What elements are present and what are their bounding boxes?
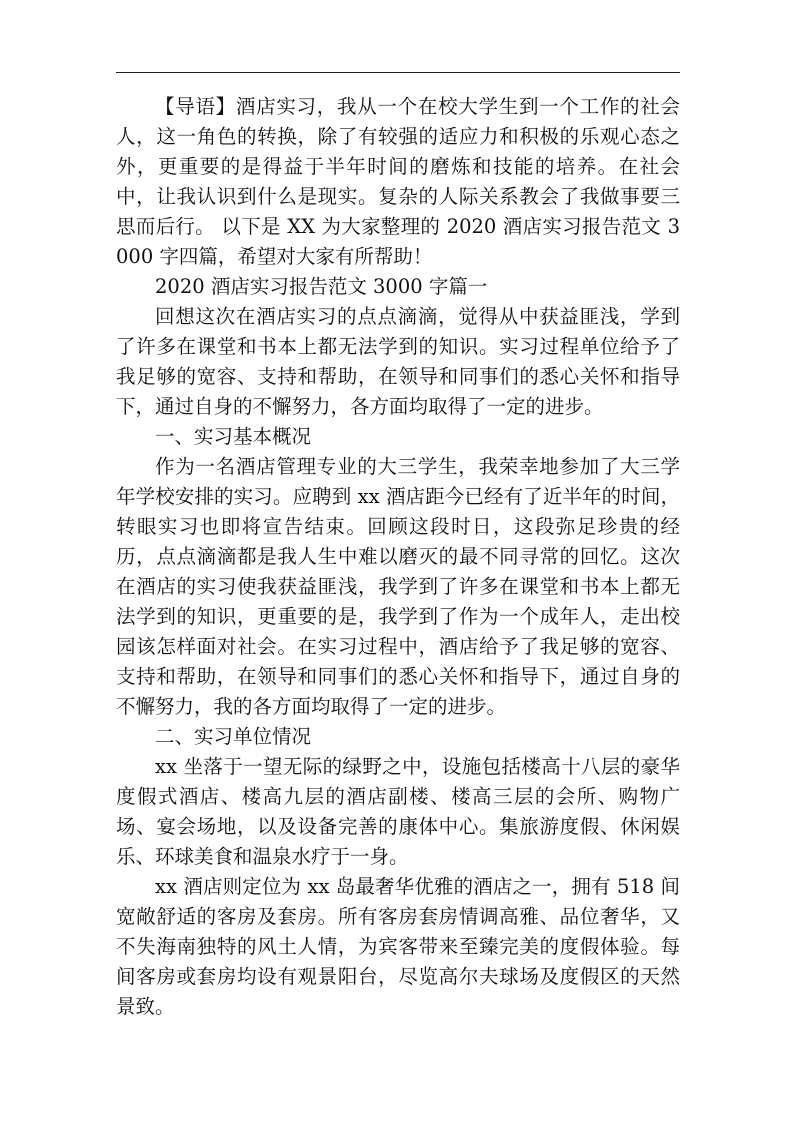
- body-paragraph-1: 回想这次在酒店实习的点点滴滴，觉得从中获益匪浅，学到了许多在课堂和书本上都无法学到的知识。实习过程单位给予了我足够的宽容、支持和帮助，在领导和同事们的悉心关怀和指导下，通过自身的不懈努力，各方面均取得了一定的进步。: [116, 305, 680, 418]
- document-body: [116, 92, 680, 1022]
- intro-paragraph: 【导语】酒店实习，我从一个在校大学生到一个工作的社会人，这一角色的转换，除了有较强的适应力和积极的乐观心态之外，更重要的是得益于半年时间的磨炼和技能的培养。在社会中，让我认识到什么是现实。复杂的人际关系教会了我做事要三思而后行。 以下是 XX 为大家整理的 2020 酒店实习报告范文 3000 字四篇，希望对大家有所帮助！: [116, 95, 680, 268]
- article-title: 2020 酒店实习报告范文 3000 字篇一: [155, 275, 488, 298]
- header-rule: [116, 72, 680, 73]
- section-heading-1: 一、实习基本概况: [155, 425, 312, 448]
- body-paragraph-4: xx 酒店则定位为 xx 岛最奢华优雅的酒店之一，拥有 518 间宽敞舒适的客房及套房。所有客房套房情调高雅、品位奢华，又不失海南独特的风土人情，为宾客带来至臻完美的度假体验。每间客房或套房均设有观景阳台，尽览高尔夫球场及度假区的天然景致。: [116, 875, 680, 1018]
- body-paragraph-2: 作为一名酒店管理专业的大三学生，我荣幸地参加了大三学年学校安排的实习。应聘到 xx 酒店距今已经有了近半年的时间，转眼实习也即将宣告结束。回顾这段时日，这段弥足珍贵的经历，点点滴滴都是我人生中难以磨灭的最不同寻常的回忆。这次在酒店的实习使我获益匪浅，我学到了许多在课堂和书本上都无法学到的知识，更重要的是，我学到了作为一个成年人，走出校园该怎样面对社会。在实习过程中，酒店给予了我足够的宽容、支持和帮助，在领导和同事们的悉心关怀和指导下，通过自身的不懈努力，我的各方面均取得了一定的进步。: [116, 455, 680, 718]
- section-heading-2: 二、实习单位情况: [155, 725, 312, 748]
- body-paragraph-3: xx 坐落于一望无际的绿野之中，设施包括楼高十八层的豪华度假式酒店、楼高九层的酒店副楼、楼高三层的会所、购物广场、宴会场地，以及设备完善的康体中心。集旅游度假、休闲娱乐、环球美食和温泉水疗于一身。: [116, 755, 680, 868]
